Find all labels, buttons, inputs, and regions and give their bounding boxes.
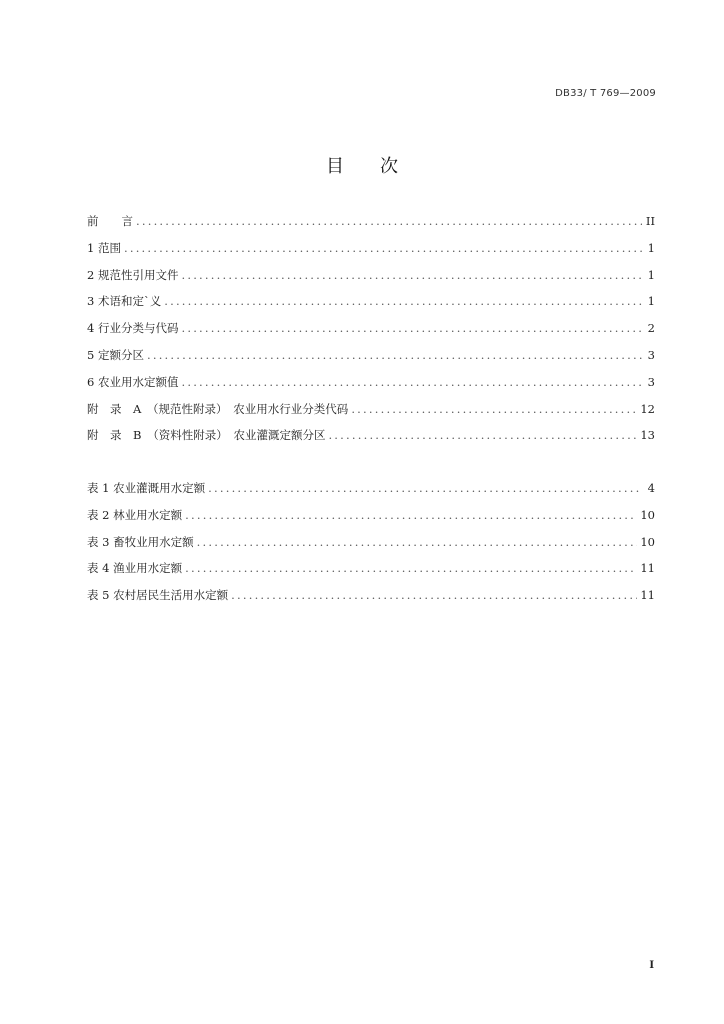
- toc-entry-normative-references[interactable]: [87, 262, 655, 289]
- toc-entry-label: 表 3 畜牧业用水定额: [87, 534, 194, 549]
- toc-leader-dots: [351, 396, 637, 423]
- toc-entry-page: 11: [640, 588, 655, 603]
- toc-leader-dots: [328, 422, 637, 449]
- page-title: 目次: [326, 156, 434, 177]
- toc-leader-dots: [136, 208, 642, 235]
- toc-entry-label: 表 2 林业用水定额: [87, 507, 183, 522]
- toc-entry-label: 2 规范性引用文件: [87, 267, 179, 282]
- table-entry-1[interactable]: [87, 475, 655, 502]
- toc-entry-page: 4: [647, 481, 655, 495]
- toc-entry-page: 13: [640, 428, 655, 443]
- toc-entry-page: 1: [647, 294, 655, 309]
- toc-entry-foreword[interactable]: [87, 208, 655, 235]
- toc-entry-terms-definitions[interactable]: [87, 288, 655, 315]
- toc-leader-dots: [164, 288, 642, 315]
- toc-entry-quota-zoning[interactable]: [87, 342, 655, 369]
- toc-entry-appendix-a[interactable]: [87, 396, 655, 423]
- toc-leader-dots: [231, 582, 637, 609]
- toc-entry-page: 3: [647, 374, 655, 389]
- toc-entry-label: 表 1 农业灌溉用水定额: [87, 481, 206, 495]
- toc-entry-label: 4 行业分类与代码: [87, 321, 179, 336]
- toc-entry-page: 11: [640, 561, 655, 576]
- toc-entry-appendix-b[interactable]: [87, 422, 655, 449]
- toc-entry-page: 12: [640, 401, 655, 416]
- toc-leader-dots: [124, 235, 642, 262]
- toc-entry-label: 6 农业用水定额值: [87, 374, 179, 389]
- toc-leader-dots: [185, 555, 637, 582]
- toc-entry-label: 表 4 渔业用水定额: [87, 561, 183, 576]
- toc-leader-dots: [208, 475, 642, 502]
- toc-entry-label: 3 术语和定`义: [87, 294, 162, 309]
- toc-entry-page: II: [645, 214, 655, 228]
- toc-entry-scope[interactable]: [87, 235, 655, 262]
- table-entry-3[interactable]: [87, 529, 655, 556]
- list-of-tables: [87, 475, 655, 609]
- toc-entry-label: 表 5 农村居民生活用水定额: [87, 588, 229, 603]
- toc-entry-page: 10: [640, 534, 655, 549]
- toc-entry-page: 10: [640, 507, 655, 522]
- toc-entry-page: 1: [647, 267, 655, 282]
- toc-entry-label: 前 言: [87, 214, 133, 228]
- toc-leader-dots: [197, 529, 638, 556]
- table-entry-4[interactable]: [87, 555, 655, 582]
- toc-entry-label: 1 范围: [87, 240, 121, 255]
- toc-entry-page: 3: [647, 347, 655, 362]
- toc-leader-dots: [181, 315, 642, 342]
- table-entry-2[interactable]: [87, 502, 655, 529]
- toc-entry-industry-classification[interactable]: [87, 315, 655, 342]
- toc-leader-dots: [181, 262, 642, 289]
- toc-leader-dots: [185, 502, 637, 529]
- document-code: DB33/ T 769—2009: [555, 88, 656, 99]
- table-of-contents: [87, 208, 655, 449]
- toc-leader-dots: [147, 342, 642, 369]
- page-number: I: [649, 960, 654, 971]
- toc-leader-dots: [181, 369, 642, 396]
- toc-entry-page: 2: [647, 321, 655, 336]
- toc-entry-page: 1: [647, 240, 655, 255]
- toc-entry-label: 5 定额分区: [87, 347, 144, 362]
- toc-entry-water-quota-values[interactable]: [87, 369, 655, 396]
- toc-entry-label: 附 录 A （规范性附录） 农业用水行业分类代码: [87, 401, 349, 416]
- toc-entry-label: 附 录 B （资料性附录） 农业灌溉定额分区: [87, 428, 326, 443]
- table-entry-5[interactable]: [87, 582, 655, 609]
